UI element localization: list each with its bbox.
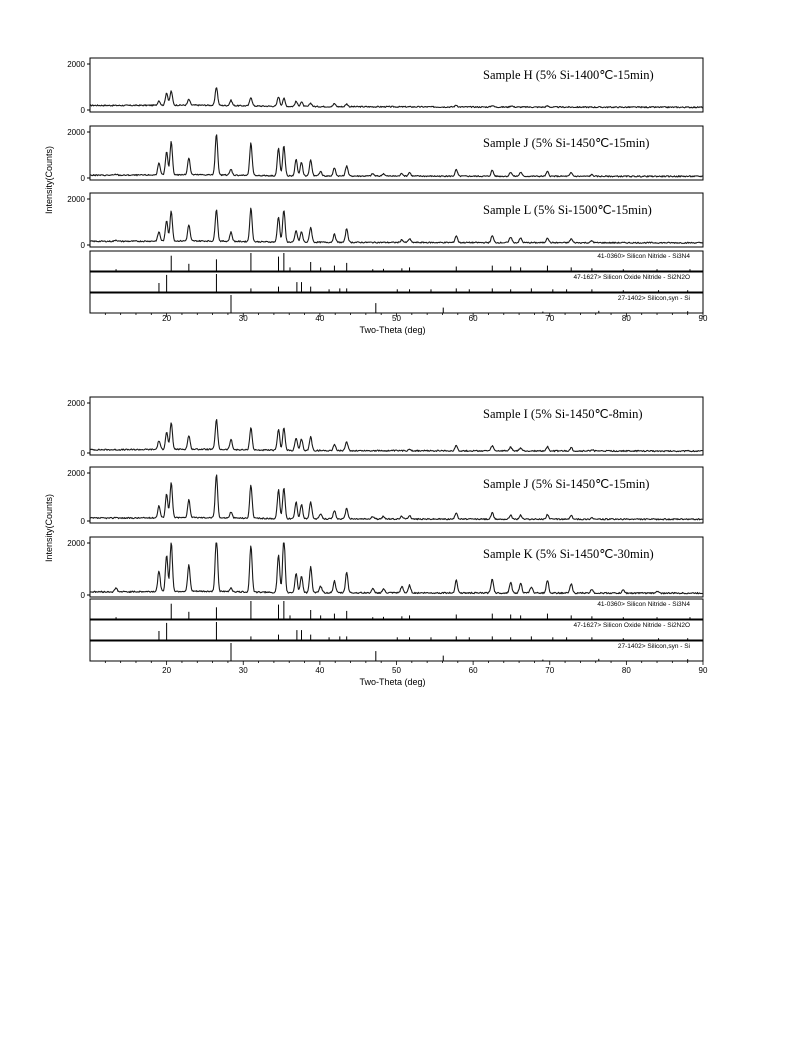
x-tick-label: 90: [698, 666, 708, 675]
reference-label: 27-1402> Silicon,syn - Si: [617, 295, 690, 302]
x-tick-label: 60: [468, 666, 478, 675]
x-tick-label: 20: [162, 666, 172, 675]
y-tick-label: 0: [80, 174, 85, 183]
x-tick-label: 20: [162, 314, 172, 323]
x-tick-label: 30: [238, 666, 248, 675]
reference-label: 41-0360> Silicon Nitride - Si3N4: [597, 253, 690, 260]
y-tick-label: 2000: [67, 399, 85, 408]
reference-label: 41-0360> Silicon Nitride - Si3N4: [597, 601, 690, 608]
x-tick-label: 50: [392, 314, 401, 323]
y-tick-label: 0: [80, 106, 85, 115]
y-tick-label: 2000: [67, 195, 85, 204]
y-tick-label: 2000: [67, 539, 85, 548]
x-tick-label: 40: [315, 314, 325, 323]
x-tick-label: 80: [621, 666, 631, 675]
sample-label: Sample J (5% Si-1450℃-15min): [483, 477, 650, 491]
y-tick-label: 2000: [67, 60, 85, 69]
y-tick-label: 2000: [67, 128, 85, 137]
sample-label: Sample H (5% Si-1400℃-15min): [483, 68, 654, 82]
y-axis-title: Intensity(Counts): [44, 493, 54, 563]
reference-label: 47-1627> Silicon Oxide Nitride - Si2N2O: [573, 622, 690, 629]
sample-label: Sample J (5% Si-1450℃-15min): [483, 136, 650, 150]
reference-label: 27-1402> Silicon,syn - Si: [617, 643, 690, 650]
x-tick-label: 90: [698, 314, 708, 323]
sample-label: Sample K (5% Si-1450℃-30min): [483, 547, 654, 561]
x-tick-label: 40: [315, 666, 325, 675]
x-tick-label: 50: [392, 666, 401, 675]
y-tick-label: 0: [80, 241, 85, 250]
x-tick-label: 60: [468, 314, 478, 323]
y-axis-title: Intensity(Counts): [44, 145, 54, 215]
x-axis-title: Two-Theta (deg): [359, 325, 426, 335]
x-tick-label: 80: [621, 314, 631, 323]
x-tick-label: 30: [238, 314, 248, 323]
x-tick-label: 70: [545, 666, 555, 675]
sample-label: Sample L (5% Si-1500℃-15min): [483, 203, 652, 217]
y-tick-label: 2000: [67, 469, 85, 478]
y-tick-label: 0: [80, 591, 85, 600]
reference-label: 47-1627> Silicon Oxide Nitride - Si2N2O: [573, 274, 690, 281]
sample-label: Sample I (5% Si-1450℃-8min): [483, 407, 643, 421]
y-tick-label: 0: [80, 449, 85, 458]
x-tick-label: 70: [545, 314, 555, 323]
x-axis-title: Two-Theta (deg): [359, 677, 426, 687]
y-tick-label: 0: [80, 517, 85, 526]
